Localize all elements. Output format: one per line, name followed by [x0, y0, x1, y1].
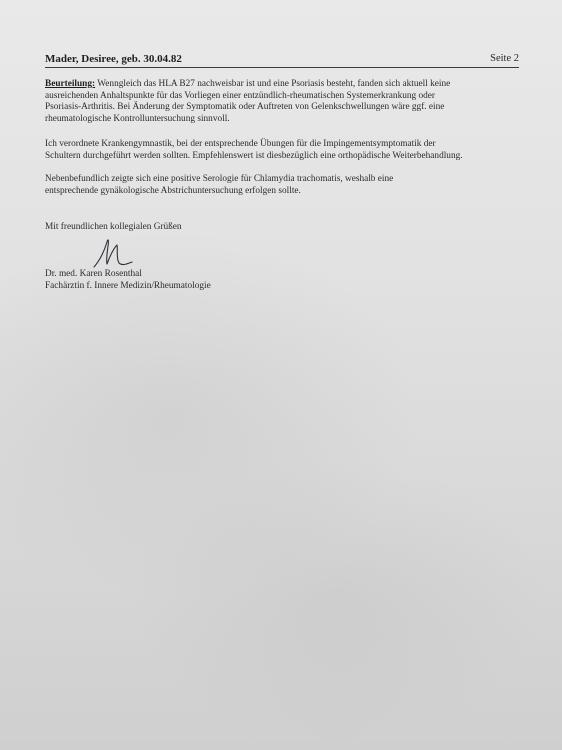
therapy-paragraph [45, 139, 463, 162]
assessment-line: rheumatologische Kontrolluntersuchung sinnvoll. [45, 113, 230, 124]
page-header [45, 53, 519, 68]
page-number: Seite 2 [490, 53, 519, 64]
assessment-text: Wenngleich das HLA B27 nachweisbar ist und eine Psoriasis besteht, fanden sich aktuell keine [97, 79, 451, 89]
assessment-line: Psoriasis-Arthritis. Bei Änderung der Symptomatik oder Auftreten von Gelenkschwellungen wäre ggf. eine [45, 102, 445, 112]
incidental-line: entsprechende gynäkologische Abstrichuntersuchung erfolgen sollte. [45, 185, 301, 196]
patient-name: Mader, Desiree, geb. 30.04.82 [45, 53, 182, 65]
therapy-line: Schultern durchgeführt werden sollten. Empfehlenswert ist diesbezüglich eine orthopädische Weiterbehandlung. [45, 150, 463, 161]
assessment-line [45, 79, 450, 91]
handwritten-signature [92, 236, 134, 270]
therapy-line: Ich verordnete Krankengymnastik, bei der entsprechende Übungen für die Impingementsymptomatik der [45, 139, 436, 149]
incidental-finding-paragraph [45, 174, 393, 197]
assessment-paragraph [45, 79, 450, 125]
signer-title: Fachärztin f. Innere Medizin/Rheumatologie [45, 281, 211, 291]
signature-block [45, 268, 211, 292]
incidental-line: Nebenbefundlich zeigte sich eine positive Serologie für Chlamydia trachomatis, weshalb eine [45, 174, 394, 184]
assessment-heading: Beurteilung: [45, 79, 96, 89]
signer-name: Dr. med. Karen Rosenthal [45, 269, 142, 279]
closing-greeting: Mit freundlichen kollegialen Grüßen [45, 222, 182, 232]
assessment-line: ausreichenden Anhaltspunkte für das Vorliegen einer entzündlich-rheumatischen Systemerkrankung oder [45, 90, 436, 101]
